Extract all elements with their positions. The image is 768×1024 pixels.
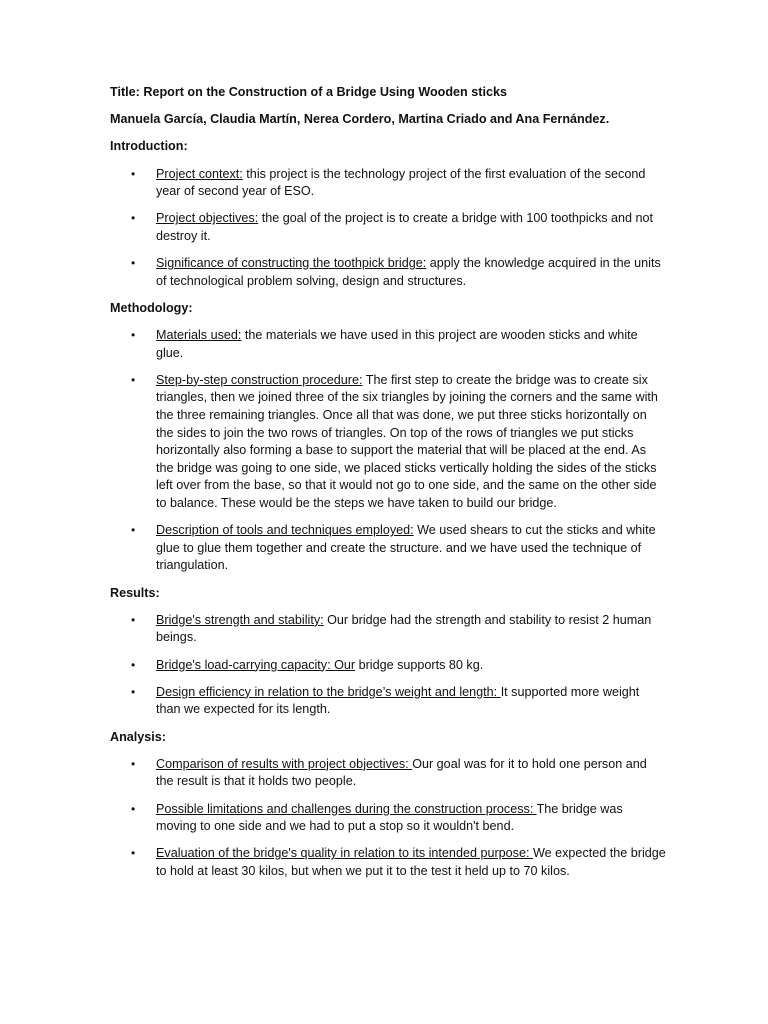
introduction-section <box>110 138 666 290</box>
item-text: Our bridge had the strength and stability to resist 2 human beings. <box>156 612 652 645</box>
list-item <box>110 684 666 719</box>
item-label: Comparison of results with project objectives: <box>156 756 413 771</box>
item-label: Significance of constructing the toothpick bridge: <box>156 256 427 271</box>
item-label: Design efficiency in relation to the bridge’s weight and length: <box>156 684 501 699</box>
list-item <box>110 756 666 791</box>
bullet-icon: • <box>131 612 136 627</box>
results-list <box>110 612 666 719</box>
introduction-heading: Introduction: <box>110 139 188 154</box>
item-label: Bridge's strength and stability: <box>156 612 324 627</box>
item-text: We expected the bridge to hold at least 30 kilos, but when we put it to the test it held up to 70 kilos. <box>156 846 666 878</box>
analysis-heading: Analysis: <box>110 729 166 744</box>
analysis-list <box>110 756 666 881</box>
results-section <box>110 585 666 719</box>
item-text: bridge supports 80 kg. <box>355 657 484 672</box>
item-label: Step-by-step construction procedure: <box>156 372 363 387</box>
list-item <box>110 845 666 880</box>
item-text: the goal of the project is to create a bridge with 100 toothpicks and not destroy it. <box>156 211 654 243</box>
bullet-icon: • <box>131 801 136 816</box>
item-text: apply the knowledge acquired in the units of technological problem solving, design and structures. <box>156 256 661 288</box>
results-heading: Results: <box>110 585 160 600</box>
item-text: The first step to create the bridge was to create six triangles, then we joined three of the six triangles by joining the corners and the same with the three remaining triangles. Once all that was done, we put three sticks horizontally on the sides to join the two rows of triangles. On top of the rows of triangles we put sticks horizontally also forming a base to support the material that will be placed at the end. As the bridge was going to one side, we placed sticks vertically holding the sides of the sticks left over from the base, so that it would not go to one side, and the same on the other side to balance. These would be the steps we have taken to build our bridge. <box>156 372 658 511</box>
list-item <box>110 522 666 575</box>
list-item <box>110 166 666 201</box>
item-label: Description of tools and techniques employed: <box>156 523 414 538</box>
methodology-list <box>110 327 666 575</box>
item-label: Materials used: <box>156 328 242 343</box>
item-text: The bridge was moving to one side and we had to put a stop so it wouldn't bend. <box>156 801 623 834</box>
document-page <box>110 84 666 890</box>
item-label: Evaluation of the bridge's quality in relation to its intended purpose: <box>156 846 533 861</box>
bullet-icon: • <box>131 756 136 771</box>
item-text: It supported more weight than we expected for its length. <box>156 684 640 717</box>
list-item <box>110 327 666 362</box>
item-text: this project is the technology project of the first evaluation of the second year of second year of ESO. <box>156 166 646 199</box>
bullet-icon: • <box>131 372 136 387</box>
list-item <box>110 255 666 290</box>
methodology-section <box>110 300 666 575</box>
list-item <box>110 372 666 513</box>
bullet-icon: • <box>131 166 136 181</box>
bullet-icon: • <box>131 846 136 861</box>
bullet-icon: • <box>131 657 136 672</box>
report-title: Title: Report on the Construction of a Bridge Using Wooden sticks <box>110 85 507 99</box>
item-text: We used shears to cut the sticks and white glue to glue them together and create the structure. and we have used the technique of triangulation. <box>156 523 656 573</box>
bullet-icon: • <box>131 684 136 699</box>
author-list: Manuela García, Claudia Martín, Nerea Cordero, Martina Criado and Ana Fernández. <box>110 112 610 127</box>
item-label: Project objectives: <box>156 211 259 226</box>
item-label: Bridge's load-carrying capacity: Our <box>156 657 356 672</box>
introduction-list <box>110 166 666 291</box>
item-label: Project context: <box>156 166 243 181</box>
bullet-icon: • <box>131 328 136 343</box>
item-text: Our goal was for it to hold one person and the result is that it holds two people. <box>156 756 647 789</box>
methodology-heading: Methodology: <box>110 300 193 315</box>
bullet-icon: • <box>131 211 136 226</box>
item-label: Possible limitations and challenges during the construction process: <box>156 801 537 816</box>
bullet-icon: • <box>131 523 136 538</box>
list-item <box>110 801 666 836</box>
list-item <box>110 612 666 647</box>
list-item <box>110 210 666 245</box>
analysis-section <box>110 729 666 881</box>
list-item <box>110 657 666 675</box>
bullet-icon: • <box>131 256 136 271</box>
item-text: the materials we have used in this project are wooden sticks and white glue. <box>156 328 638 360</box>
